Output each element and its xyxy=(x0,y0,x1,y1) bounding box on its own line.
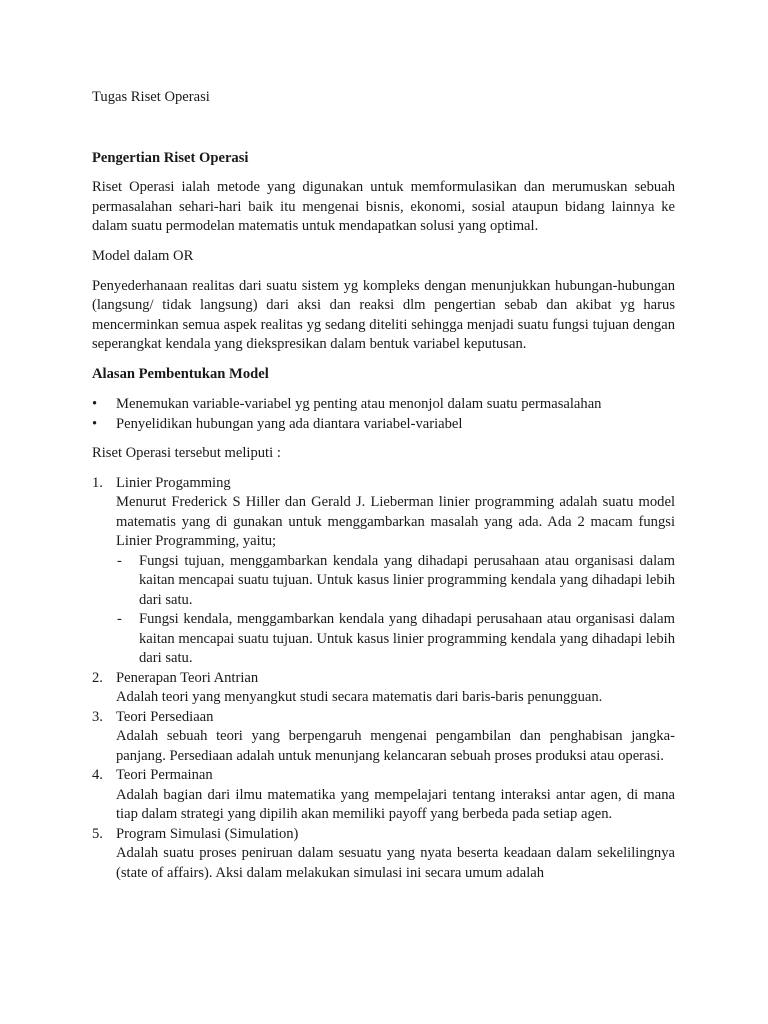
item-description: Menurut Frederick S Hiller dan Gerald J. Lieberman linier programming adalah suatu model matematis yang di gunakan untuk menggambarkan masalah yang ada. Ada 2 macam fungsi Linier Programming, yaitu; xyxy=(116,494,675,549)
list-item xyxy=(92,708,675,767)
bullet-text: Penyelidikan hubungan yang ada diantara variabel-variabel xyxy=(116,415,463,432)
sub-item xyxy=(116,610,675,669)
list-item xyxy=(92,825,675,884)
item-title: Penerapan Teori Antrian xyxy=(116,669,259,686)
section-heading-pengertian: Pengertian Riset Operasi xyxy=(92,150,249,166)
list-item xyxy=(92,669,675,708)
section-heading-alasan: Alasan Pembentukan Model xyxy=(92,365,269,382)
bullet-text: Menemukan variable-variabel yg penting atau menonjol dalam suatu permasalahan xyxy=(116,395,602,412)
bullet-item xyxy=(92,414,675,434)
paragraph-model: Penyederhanaan realitas dari suatu sistem yg kompleks dengan menunjukkan hubungan-hubungan (langsung/ tidak langsung) dari aksi dan reaksi dlm pengertian sebab dan akibat yg harus mencerminkan semua aspek realitas yg sedang diteliti sehingga menjadi suatu fungsi tujuan dengan seperangkat kendala yang diekspresikan dalam bentuk variabel keputusan. xyxy=(92,277,675,352)
bullet-item xyxy=(92,394,675,414)
item-number: 4. xyxy=(92,767,103,783)
dash-marker: - xyxy=(117,611,122,627)
model-label: Model dalam OR xyxy=(92,247,194,264)
paragraph-pengertian: Riset Operasi ialah metode yang digunakan untuk memformulasikan dan merumuskan sebuah permasalahan sehari-hari baik itu mengenai bisnis, ekonomi, sosial ataupun bidang lainnya ke dalam suatu permodelan matematis untuk mendapatkan solusi yang optimal. xyxy=(92,179,675,234)
item-title: Teori Persediaan xyxy=(116,708,214,725)
item-number: 3. xyxy=(92,708,103,725)
item-description: Adalah bagian dari ilmu matematika yang mempelajari tentang interaksi antar agen, di mana tiap dalam strategi yang dipilih akan memiliki payoff yang berbeda pada setiap agen. xyxy=(116,786,675,822)
sub-item-text: Fungsi kendala, menggambarkan kendala yang dihadapi perusahaan atau organisasi dalam kaitan mencapai suatu tujuan. Untuk kasus linier programming kendala yang dihadapi lebih dari satu. xyxy=(139,611,675,666)
item-description: Adalah suatu proses peniruan dalam sesuatu yang nyata beserta keadaan dalam sekelilingnya (state of affairs). Aksi dalam melakukan simulasi ini secara umum adalah xyxy=(116,845,675,881)
bullet-icon: • xyxy=(92,395,98,412)
list-item xyxy=(92,474,675,669)
list-intro: Riset Operasi tersebut meliputi : xyxy=(92,444,281,461)
item-title: Teori Permainan xyxy=(116,767,213,783)
list-item xyxy=(92,766,675,825)
sub-item-text: Fungsi tujuan, menggambarkan kendala yang dihadapi perusahaan atau organisasi dalam kaitan mencapai suatu tujuan. Untuk kasus linier programming kendala yang dihadapi lebih dari satu. xyxy=(139,552,675,608)
dash-marker: - xyxy=(117,552,122,569)
document-title: Tugas Riset Operasi xyxy=(92,89,210,105)
bullet-list xyxy=(92,394,675,434)
item-description: Adalah teori yang menyangkut studi secara matematis dari baris-baris penungguan. xyxy=(116,689,603,705)
item-title: Linier Progamming xyxy=(116,474,231,491)
numbered-list xyxy=(92,474,675,884)
sub-item xyxy=(116,552,675,611)
item-title: Program Simulasi (Simulation) xyxy=(116,825,299,842)
item-description: Adalah sebuah teori yang berpengaruh mengenai pengambilan dan penghabisan jangka-panjang. Persediaan adalah untuk menunjang kelancaran sebuah proses produksi atau operasi. xyxy=(116,728,675,764)
item-number: 2. xyxy=(92,669,103,686)
sub-list xyxy=(116,552,675,669)
item-number: 5. xyxy=(92,825,103,842)
document-page xyxy=(92,88,675,883)
item-number: 1. xyxy=(92,474,103,491)
bullet-icon: • xyxy=(92,415,98,432)
